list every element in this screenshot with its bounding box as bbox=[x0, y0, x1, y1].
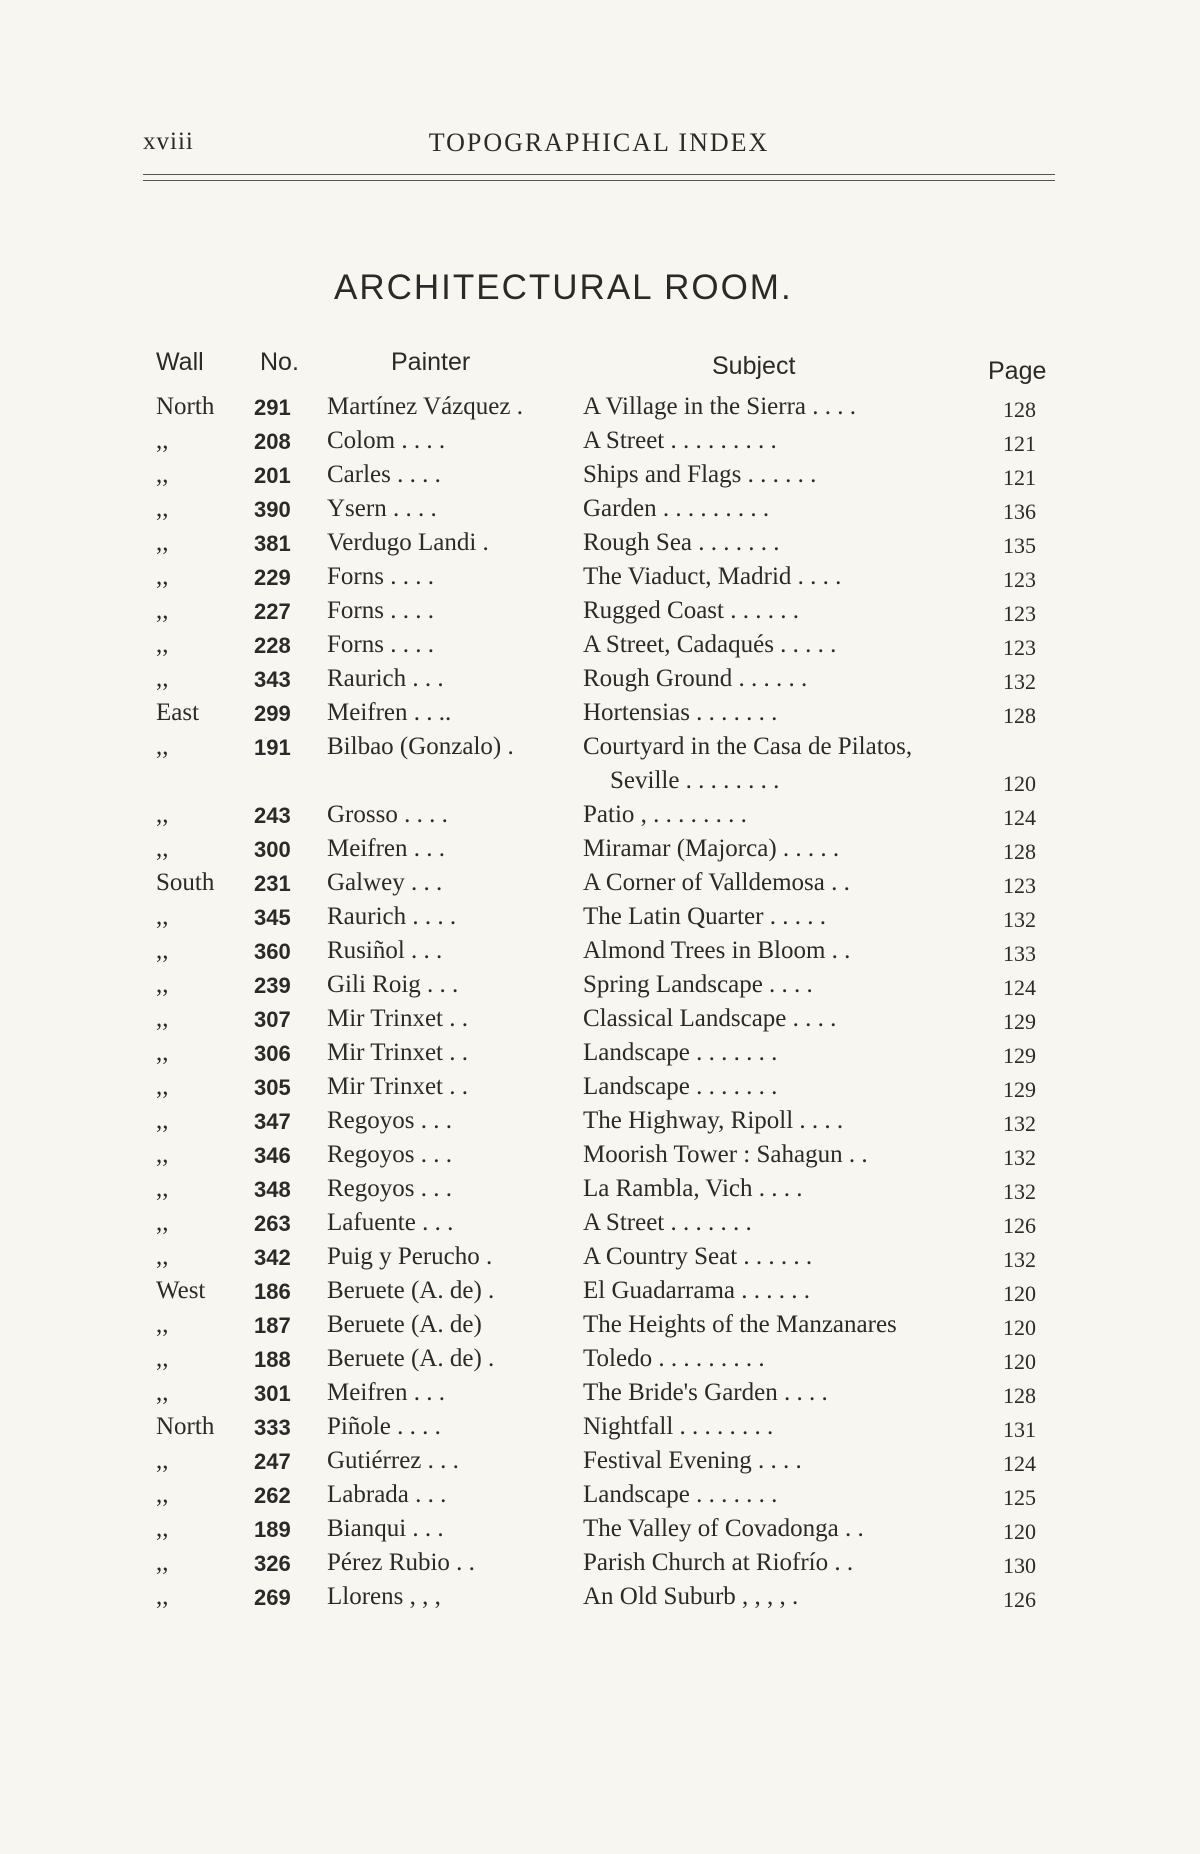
wall-cell: ,, bbox=[156, 1243, 169, 1270]
number-cell: 191 bbox=[254, 735, 291, 760]
number-cell: 346 bbox=[254, 1143, 291, 1168]
painter-cell: Beruete (A. de) bbox=[327, 1311, 482, 1338]
subject-cell: Ships and Flags . . . . . . bbox=[583, 461, 817, 488]
number-cell: 360 bbox=[254, 939, 291, 964]
table-row bbox=[0, 1005, 1200, 1039]
painter-cell: Grosso . . . . bbox=[327, 801, 448, 828]
wall-cell: ,, bbox=[156, 665, 169, 692]
painter-cell: Forns . . . . bbox=[327, 631, 434, 658]
table-row bbox=[0, 1243, 1200, 1277]
running-title: TOPOGRAPHICAL INDEX bbox=[428, 128, 770, 157]
painter-cell: Beruete (A. de) . bbox=[327, 1277, 495, 1304]
page-cell: 120 bbox=[1003, 1519, 1036, 1544]
painter-cell: Piñole . . . . bbox=[327, 1413, 441, 1440]
number-cell: 342 bbox=[254, 1245, 291, 1270]
painter-cell: Gutiérrez . . . bbox=[327, 1447, 459, 1474]
number-cell: 300 bbox=[254, 837, 291, 862]
subject-cell: Landscape . . . . . . . bbox=[583, 1073, 778, 1100]
table-row bbox=[0, 699, 1200, 733]
table-row bbox=[0, 461, 1200, 495]
table-row bbox=[0, 1175, 1200, 1209]
column-header-no: No. bbox=[260, 348, 299, 376]
number-cell: 263 bbox=[254, 1211, 291, 1236]
subject-cell: Spring Landscape . . . . bbox=[583, 971, 813, 998]
wall-cell: ,, bbox=[156, 1141, 169, 1168]
subject-cell: Festival Evening . . . . bbox=[583, 1447, 802, 1474]
wall-cell: ,, bbox=[156, 1515, 169, 1542]
subject-cell: La Rambla, Vich . . . . bbox=[583, 1175, 803, 1202]
page-cell: 128 bbox=[1003, 397, 1036, 422]
number-cell: 208 bbox=[254, 429, 291, 454]
wall-cell: ,, bbox=[156, 1583, 169, 1610]
painter-cell: Labrada . . . bbox=[327, 1481, 447, 1508]
subject-cell: Patio , . . . . . . . . bbox=[583, 801, 747, 828]
wall-cell: ,, bbox=[156, 1481, 169, 1508]
page-cell: 129 bbox=[1003, 1043, 1036, 1068]
number-cell: 381 bbox=[254, 531, 291, 556]
table-row bbox=[0, 1413, 1200, 1447]
number-cell: 305 bbox=[254, 1075, 291, 1100]
wall-cell: ,, bbox=[156, 563, 169, 590]
painter-cell: Llorens , , , bbox=[327, 1583, 441, 1610]
painter-cell: Meifren . . .. bbox=[327, 699, 452, 726]
number-cell: 201 bbox=[254, 463, 291, 488]
wall-cell: North bbox=[156, 1413, 215, 1440]
number-cell: 188 bbox=[254, 1347, 291, 1372]
subject-cell: A Street . . . . . . . . . bbox=[583, 427, 777, 454]
number-cell: 187 bbox=[254, 1313, 291, 1338]
painter-cell: Lafuente . . . bbox=[327, 1209, 454, 1236]
table-row bbox=[0, 1209, 1200, 1243]
table-row bbox=[0, 1583, 1200, 1617]
page-cell: 125 bbox=[1003, 1485, 1036, 1510]
number-cell: 307 bbox=[254, 1007, 291, 1032]
table-row bbox=[0, 1515, 1200, 1549]
page-cell: 126 bbox=[1003, 1587, 1036, 1612]
wall-cell: ,, bbox=[156, 1107, 169, 1134]
header-rule-bottom bbox=[143, 180, 1055, 181]
page-cell: 132 bbox=[1003, 1145, 1036, 1170]
number-cell: 343 bbox=[254, 667, 291, 692]
page-cell: 128 bbox=[1003, 1383, 1036, 1408]
subject-cell: El Guadarrama . . . . . . bbox=[583, 1277, 811, 1304]
table-row bbox=[0, 529, 1200, 563]
page-cell: 123 bbox=[1003, 601, 1036, 626]
column-header-wall: Wall bbox=[156, 348, 204, 376]
wall-cell: ,, bbox=[156, 937, 169, 964]
header-rule-top bbox=[143, 174, 1055, 175]
wall-cell: ,, bbox=[156, 733, 169, 760]
table-row bbox=[0, 1073, 1200, 1107]
table-row bbox=[0, 1107, 1200, 1141]
subject-cell: Landscape . . . . . . . bbox=[583, 1481, 778, 1508]
subject-cell: Hortensias . . . . . . . bbox=[583, 699, 778, 726]
table-row bbox=[0, 733, 1200, 801]
wall-cell: ,, bbox=[156, 971, 169, 998]
table-row bbox=[0, 801, 1200, 835]
table-row bbox=[0, 1481, 1200, 1515]
page-cell: 120 bbox=[1003, 1349, 1036, 1374]
wall-cell: ,, bbox=[156, 631, 169, 658]
number-cell: 229 bbox=[254, 565, 291, 590]
number-cell: 247 bbox=[254, 1449, 291, 1474]
number-cell: 186 bbox=[254, 1279, 291, 1304]
table-row bbox=[0, 1345, 1200, 1379]
number-cell: 299 bbox=[254, 701, 291, 726]
page-cell: 124 bbox=[1003, 805, 1036, 830]
wall-cell: ,, bbox=[156, 801, 169, 828]
page-cell: 123 bbox=[1003, 567, 1036, 592]
subject-cell: A Street . . . . . . . bbox=[583, 1209, 752, 1236]
section-title: ARCHITECTURAL ROOM. bbox=[334, 268, 793, 307]
number-cell: 347 bbox=[254, 1109, 291, 1134]
wall-cell: ,, bbox=[156, 495, 169, 522]
page-cell: 131 bbox=[1003, 1417, 1036, 1442]
painter-cell: Martínez Vázquez . bbox=[327, 393, 523, 420]
number-cell: 243 bbox=[254, 803, 291, 828]
number-cell: 228 bbox=[254, 633, 291, 658]
wall-cell: ,, bbox=[156, 1311, 169, 1338]
page-cell: 124 bbox=[1003, 975, 1036, 1000]
page-cell: 123 bbox=[1003, 873, 1036, 898]
painter-cell: Galwey . . . bbox=[327, 869, 443, 896]
subject-cell: The Heights of the Manzanares bbox=[583, 1311, 897, 1338]
subject-cell: The Viaduct, Madrid . . . . bbox=[583, 563, 842, 590]
painter-cell: Mir Trinxet . . bbox=[327, 1005, 469, 1032]
wall-cell: ,, bbox=[156, 1379, 169, 1406]
subject-cell: The Valley of Covadonga . . bbox=[583, 1515, 864, 1542]
column-header-page: Page bbox=[988, 357, 1047, 385]
painter-cell: Ysern . . . . bbox=[327, 495, 437, 522]
painter-cell: Meifren . . . bbox=[327, 1379, 446, 1406]
subject-cell: Toledo . . . . . . . . . bbox=[583, 1345, 765, 1372]
wall-cell: ,, bbox=[156, 1073, 169, 1100]
page-cell: 135 bbox=[1003, 533, 1036, 558]
painter-cell: Raurich . . . . bbox=[327, 903, 457, 930]
table-row bbox=[0, 1141, 1200, 1175]
painter-cell: Pérez Rubio . . bbox=[327, 1549, 475, 1576]
table-row bbox=[0, 1039, 1200, 1073]
table-row bbox=[0, 1549, 1200, 1583]
wall-cell: ,, bbox=[156, 1209, 169, 1236]
subject-cell: Parish Church at Riofrío . . bbox=[583, 1549, 854, 1576]
number-cell: 348 bbox=[254, 1177, 291, 1202]
table-row bbox=[0, 1379, 1200, 1413]
wall-cell: ,, bbox=[156, 1549, 169, 1576]
wall-cell: ,, bbox=[156, 1447, 169, 1474]
table-row bbox=[0, 869, 1200, 903]
subject-cell: Miramar (Majorca) . . . . . bbox=[583, 835, 840, 862]
painter-cell: Bianqui . . . bbox=[327, 1515, 444, 1542]
page-cell: 121 bbox=[1003, 465, 1036, 490]
painter-cell: Regoyos . . . bbox=[327, 1141, 452, 1168]
painter-cell: Regoyos . . . bbox=[327, 1175, 452, 1202]
wall-cell: ,, bbox=[156, 427, 169, 454]
subject-cell: A Corner of Valldemosa . . bbox=[583, 869, 850, 896]
subject-continuation-cell: Seville . . . . . . . . bbox=[610, 767, 780, 794]
number-cell: 306 bbox=[254, 1041, 291, 1066]
page-cell: 130 bbox=[1003, 1553, 1036, 1578]
page-folio: xviii bbox=[143, 128, 194, 155]
table-row bbox=[0, 903, 1200, 937]
number-cell: 326 bbox=[254, 1551, 291, 1576]
wall-cell: ,, bbox=[156, 1175, 169, 1202]
table-row bbox=[0, 631, 1200, 665]
number-cell: 301 bbox=[254, 1381, 291, 1406]
table-row bbox=[0, 427, 1200, 461]
table-row bbox=[0, 597, 1200, 631]
painter-cell: Puig y Perucho . bbox=[327, 1243, 493, 1270]
page-cell: 128 bbox=[1003, 703, 1036, 728]
running-header bbox=[143, 128, 1055, 164]
painter-cell: Beruete (A. de) . bbox=[327, 1345, 495, 1372]
painter-cell: Carles . . . . bbox=[327, 461, 441, 488]
number-cell: 262 bbox=[254, 1483, 291, 1508]
table-row bbox=[0, 563, 1200, 597]
number-cell: 291 bbox=[254, 395, 291, 420]
page-cell: 126 bbox=[1003, 1213, 1036, 1238]
page-cell: 129 bbox=[1003, 1009, 1036, 1034]
painter-cell: Bilbao (Gonzalo) . bbox=[327, 733, 514, 760]
subject-cell: The Latin Quarter . . . . . bbox=[583, 903, 826, 930]
subject-cell: Courtyard in the Casa de Pilatos, bbox=[583, 733, 913, 760]
subject-cell: A Street, Cadaqués . . . . . bbox=[583, 631, 837, 658]
painter-cell: Forns . . . . bbox=[327, 597, 434, 624]
wall-cell: ,, bbox=[156, 903, 169, 930]
page-cell: 123 bbox=[1003, 635, 1036, 660]
subject-cell: Classical Landscape . . . . bbox=[583, 1005, 837, 1032]
number-cell: 345 bbox=[254, 905, 291, 930]
number-cell: 189 bbox=[254, 1517, 291, 1542]
page-cell: 121 bbox=[1003, 431, 1036, 456]
subject-cell: A Country Seat . . . . . . bbox=[583, 1243, 813, 1270]
subject-cell: Rough Ground . . . . . . bbox=[583, 665, 808, 692]
painter-cell: Regoyos . . . bbox=[327, 1107, 452, 1134]
number-cell: 231 bbox=[254, 871, 291, 896]
subject-cell: Rugged Coast . . . . . . bbox=[583, 597, 799, 624]
subject-cell: The Bride's Garden . . . . bbox=[583, 1379, 828, 1406]
table-row bbox=[0, 393, 1200, 427]
wall-cell: ,, bbox=[156, 1039, 169, 1066]
table-row bbox=[0, 1311, 1200, 1345]
wall-cell: ,, bbox=[156, 835, 169, 862]
subject-cell: Moorish Tower : Sahagun . . bbox=[583, 1141, 868, 1168]
page-cell: 120 bbox=[1003, 771, 1036, 796]
wall-cell: East bbox=[156, 699, 200, 726]
page-cell: 124 bbox=[1003, 1451, 1036, 1476]
page-cell: 128 bbox=[1003, 839, 1036, 864]
page-cell: 120 bbox=[1003, 1315, 1036, 1340]
table-row bbox=[0, 665, 1200, 699]
painter-cell: Mir Trinxet . . bbox=[327, 1073, 469, 1100]
page-cell: 132 bbox=[1003, 1247, 1036, 1272]
subject-cell: A Village in the Sierra . . . . bbox=[583, 393, 856, 420]
page-cell: 129 bbox=[1003, 1077, 1036, 1102]
wall-cell: ,, bbox=[156, 597, 169, 624]
wall-cell: ,, bbox=[156, 1005, 169, 1032]
number-cell: 269 bbox=[254, 1585, 291, 1610]
painter-cell: Verdugo Landi . bbox=[327, 529, 489, 556]
wall-cell: ,, bbox=[156, 461, 169, 488]
page-cell: 132 bbox=[1003, 669, 1036, 694]
page-cell: 136 bbox=[1003, 499, 1036, 524]
subject-cell: Rough Sea . . . . . . . bbox=[583, 529, 780, 556]
column-header-painter: Painter bbox=[391, 348, 471, 376]
page-cell: 133 bbox=[1003, 941, 1036, 966]
table-row bbox=[0, 835, 1200, 869]
painter-cell: Forns . . . . bbox=[327, 563, 434, 590]
wall-cell: West bbox=[156, 1277, 206, 1304]
painter-cell: Rusiñol . . . bbox=[327, 937, 443, 964]
table-row bbox=[0, 1277, 1200, 1311]
painter-cell: Colom . . . . bbox=[327, 427, 446, 454]
wall-cell: ,, bbox=[156, 1345, 169, 1372]
page-cell: 132 bbox=[1003, 1111, 1036, 1136]
painter-cell: Raurich . . . bbox=[327, 665, 444, 692]
subject-cell: Landscape . . . . . . . bbox=[583, 1039, 778, 1066]
number-cell: 239 bbox=[254, 973, 291, 998]
wall-cell: North bbox=[156, 393, 215, 420]
number-cell: 333 bbox=[254, 1415, 291, 1440]
subject-cell: Garden . . . . . . . . . bbox=[583, 495, 770, 522]
subject-cell: The Highway, Ripoll . . . . bbox=[583, 1107, 844, 1134]
subject-cell: Nightfall . . . . . . . . bbox=[583, 1413, 774, 1440]
painter-cell: Gili Roig . . . bbox=[327, 971, 459, 998]
painter-cell: Meifren . . . bbox=[327, 835, 446, 862]
table-row bbox=[0, 971, 1200, 1005]
page-cell: 120 bbox=[1003, 1281, 1036, 1306]
page-cell: 132 bbox=[1003, 1179, 1036, 1204]
painter-cell: Mir Trinxet . . bbox=[327, 1039, 469, 1066]
column-header-subject: Subject bbox=[712, 352, 796, 380]
wall-cell: ,, bbox=[156, 529, 169, 556]
page-cell: 132 bbox=[1003, 907, 1036, 932]
number-cell: 227 bbox=[254, 599, 291, 624]
wall-cell: South bbox=[156, 869, 215, 896]
table-row bbox=[0, 1447, 1200, 1481]
subject-cell: An Old Suburb , , , , . bbox=[583, 1583, 799, 1610]
index-table bbox=[0, 393, 1200, 1617]
subject-cell: Almond Trees in Bloom . . bbox=[583, 937, 851, 964]
table-row bbox=[0, 495, 1200, 529]
table-row bbox=[0, 937, 1200, 971]
number-cell: 390 bbox=[254, 497, 291, 522]
